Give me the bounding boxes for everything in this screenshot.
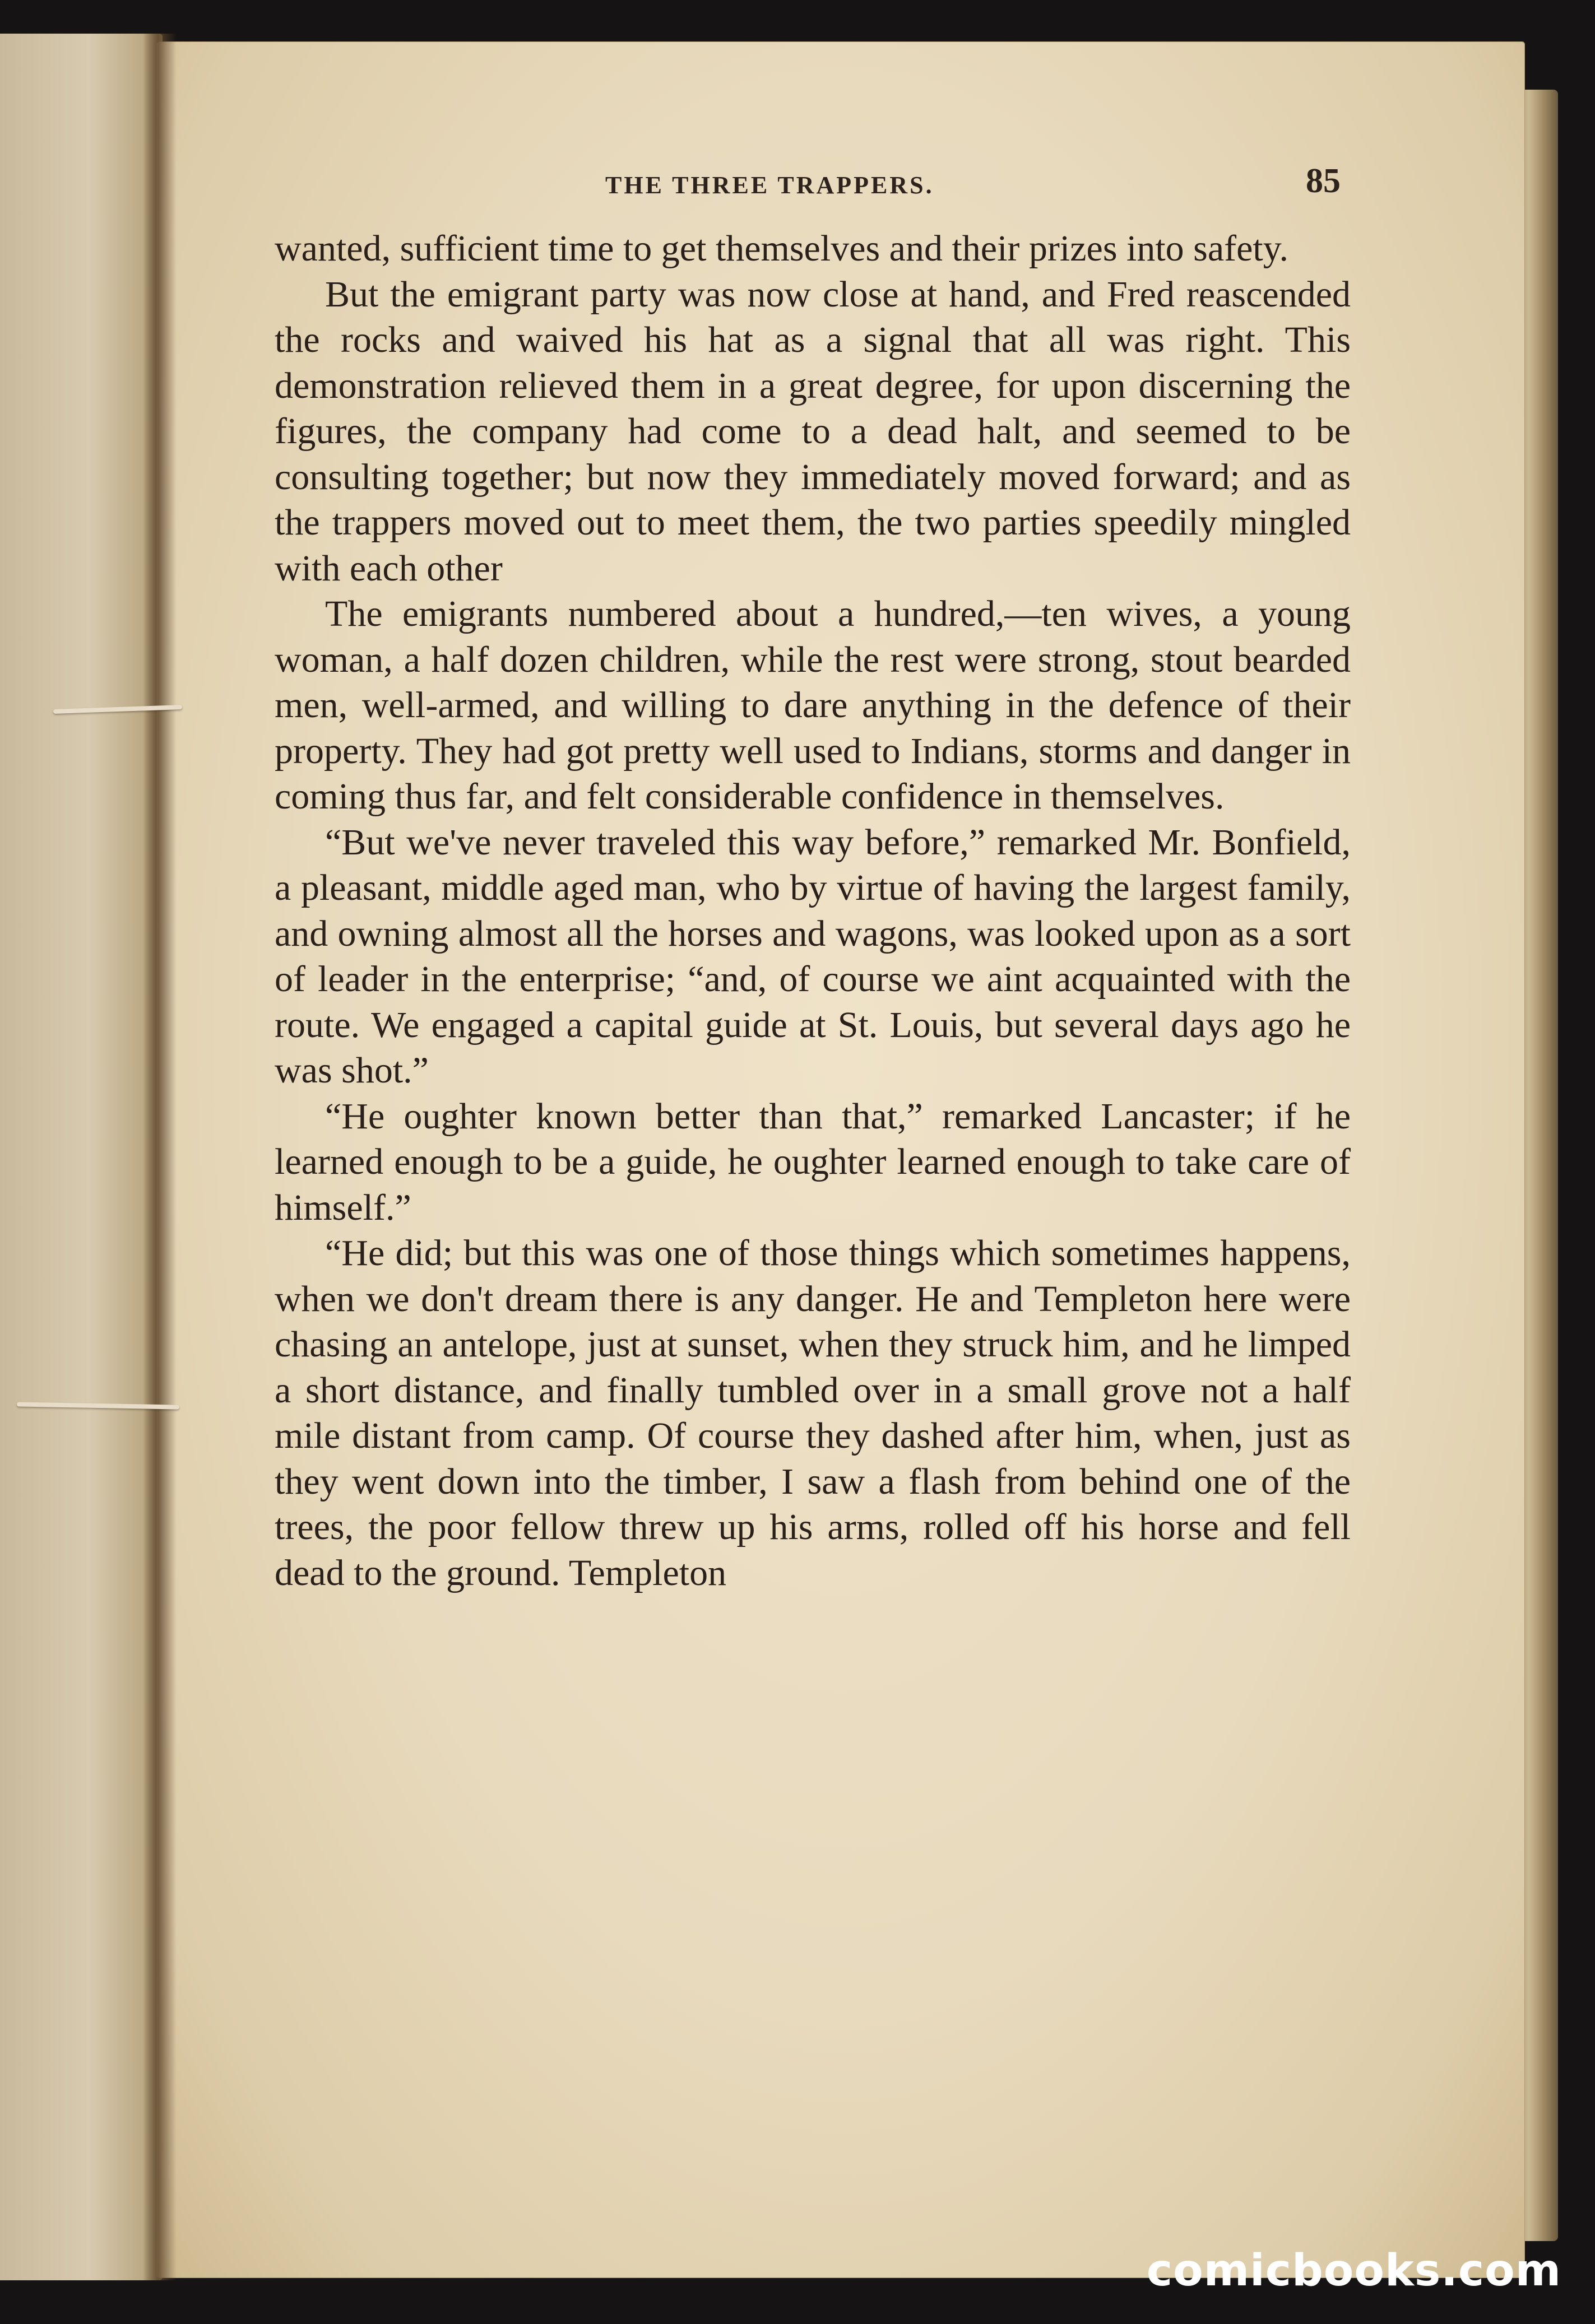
paragraph: “He did; but this was one of those things which sometimes happens, when we don't dream there is any danger. He and Templeton here were chasing an antelope, just at sunset, when they struck him, and he limped a short distance, and finally tumbled over in a small grove not a half mile distant from camp. Of course they dashed after him, when, just as they went down into the timber, I saw a flash from behind one of the trees, the poor fellow threw up his arms, rolled off his horse and fell dead to the ground. Templeton xyxy=(275,1233,1351,1593)
paragraph: The emigrants numbered about a hundred,—ten wives, a young woman, a half dozen children, while the rest were strong, stout bearded men, well-armed, and willing to dare anything in the defence of their property. They had got pretty well used to Indians, storms and danger in coming thus far, and felt considerable confidence in themselves. xyxy=(275,593,1351,817)
watermark-text: comicbooks.com xyxy=(1146,2246,1561,2296)
body-text xyxy=(275,226,1351,1596)
running-head: THE THREE TRAPPERS. xyxy=(605,171,934,199)
binding-gutter xyxy=(143,34,177,2280)
paragraph: “But we've never traveled this way before,” remarked Mr. Bonfield, a pleasant, middle aged man, who by virtue of having the largest family, and owning almost all the horses and wagons, was looked upon as a sort of leader in the enterprise; “and, of course we aint acquainted with the route. We engaged a capital guide at St. Louis, but several days ago he was shot.” xyxy=(275,821,1351,1091)
paragraph: “He oughter known better than that,” remarked Lancaster; if he learned enough to be a guide, he oughter learned enough to take care of himself.” xyxy=(275,1095,1351,1228)
left-page-edge xyxy=(0,34,163,2280)
paragraph: But the emigrant party was now close at hand, and Fred reascended the rocks and waived his hat as a signal that all was right. This demonstration relieved them in a great degree, for upon discerning the figures, the company had come to a dead halt, and seemed to be consulting together; but now they immediately moved forward; and as the trappers moved out to meet them, the two parties speedily mingled with each other xyxy=(275,273,1351,589)
page-number: 85 xyxy=(1306,162,1341,200)
paragraph: wanted, sufficient time to get themselves and their prizes into safety. xyxy=(275,228,1288,269)
